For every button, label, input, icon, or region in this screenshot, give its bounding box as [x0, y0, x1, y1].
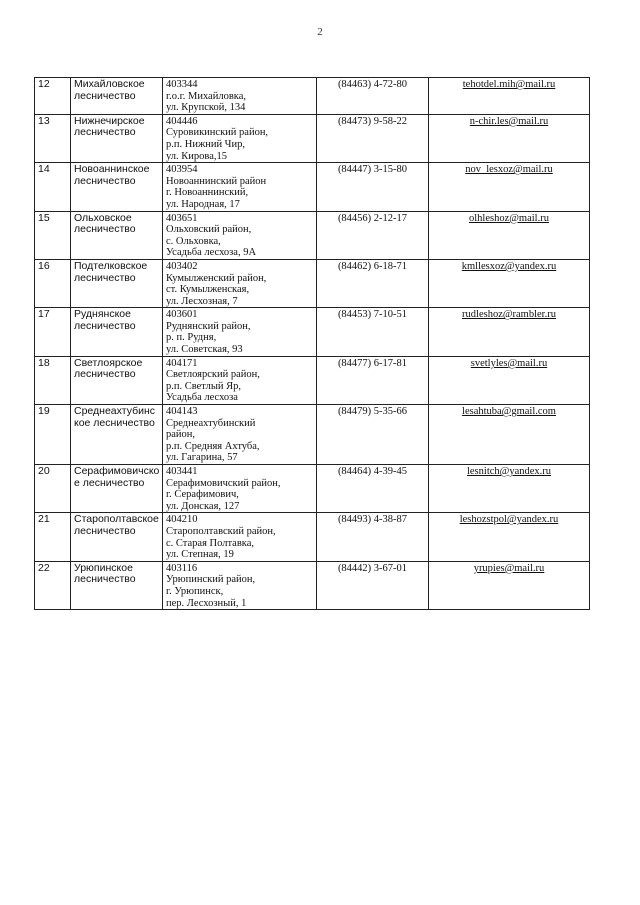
address-line: Усадьба лесхоза: [166, 392, 238, 404]
table-row: [35, 163, 590, 211]
address-line: Урюпинский район,: [166, 574, 256, 586]
table-row: [35, 356, 590, 404]
address-line: г.о.г. Михайловка,: [166, 90, 247, 102]
email-cell: [429, 405, 590, 465]
forestry-address: [163, 308, 317, 356]
email-cell: [429, 465, 590, 513]
address-line: р. п. Рудня,: [166, 332, 217, 344]
page-number: 2: [317, 26, 323, 38]
email-link[interactable]: tehotdel.mih@mail.ru: [462, 79, 556, 90]
address-line: ст. Кумылженская,: [166, 284, 250, 296]
row-number: 13: [35, 114, 71, 162]
row-number: 21: [35, 513, 71, 561]
address-line: ул. Кирова,15: [166, 150, 228, 162]
email-cell: [429, 211, 590, 259]
address-line: Светлоярский район,: [166, 369, 260, 381]
address-line: район,: [166, 429, 196, 441]
phone-number: (84453) 7-10-51: [317, 308, 429, 356]
phone-number: (84493) 4-38-87: [317, 513, 429, 561]
postal-code: 403601: [166, 309, 198, 321]
table-row: [35, 561, 590, 609]
row-number: 12: [35, 78, 71, 115]
address-line: ул. Степная, 19: [166, 549, 234, 561]
forestry-address: [163, 465, 317, 513]
forestry-name: Нижнечирское лесничество: [71, 114, 163, 162]
address-line: Новоаннинский район: [166, 175, 267, 187]
postal-code: 404446: [166, 115, 198, 127]
forestry-name: Новоаннинское лесничество: [71, 163, 163, 211]
forestry-name: Серафимовичско е лесничество: [71, 465, 163, 513]
forestry-name: Старополтавское лесничество: [71, 513, 163, 561]
postal-code: 403441: [166, 466, 198, 477]
forestry-address: [163, 114, 317, 162]
address-line: Старополтавский район,: [166, 525, 276, 537]
address-line: г. Урюпинск,: [166, 585, 224, 597]
forestry-address: [163, 356, 317, 404]
address-line: ул. Лесхозная, 7: [166, 295, 238, 307]
address-line: р.п. Средняя Ахтуба,: [166, 440, 260, 452]
forestry-address: [163, 78, 317, 115]
phone-number: (84477) 6-17-81: [317, 356, 429, 404]
email-cell: [429, 561, 590, 609]
row-number: 19: [35, 405, 71, 465]
phone-number: (84462) 6-18-71: [317, 259, 429, 307]
forestry-name: Среднеахтубинс кое лесничество: [71, 405, 163, 465]
table-row: [35, 78, 590, 115]
email-cell: [429, 114, 590, 162]
forestry-name: Руднянское лесничество: [71, 308, 163, 356]
address-line: ул. Советская, 93: [166, 344, 243, 356]
row-number: 22: [35, 561, 71, 609]
table-row: [35, 308, 590, 356]
table-row: [35, 211, 590, 259]
row-number: 14: [35, 163, 71, 211]
forestry-contacts-table: [34, 77, 590, 610]
address-line: Руднянский район,: [166, 320, 251, 332]
email-link[interactable]: yrupies@mail.ru: [473, 562, 545, 574]
email-cell: [429, 513, 590, 561]
forestry-name: Светлоярское лесничество: [71, 356, 163, 404]
postal-code: 403344: [166, 79, 198, 90]
address-line: ул. Народная, 17: [166, 198, 240, 210]
address-line: Серафимовичский район,: [166, 477, 281, 489]
address-line: р.п. Светлый Яр,: [166, 380, 242, 392]
table-row: [35, 465, 590, 513]
email-cell: [429, 78, 590, 115]
address-line: с. Ольховка,: [166, 235, 221, 247]
forestry-name: Подтелковское лесничество: [71, 259, 163, 307]
postal-code: 403116: [166, 562, 198, 574]
email-cell: [429, 356, 590, 404]
phone-number: (84447) 3-15-80: [317, 163, 429, 211]
forestry-address: [163, 405, 317, 465]
address-line: Среднеахтубинский: [166, 417, 256, 429]
address-line: ул. Крупской, 134: [166, 102, 246, 114]
postal-code: 404143: [166, 406, 198, 418]
email-link[interactable]: leshozstpol@yandex.ru: [459, 514, 559, 526]
forestry-address: [163, 561, 317, 609]
address-line: Усадьба лесхоза, 9А: [166, 247, 257, 259]
postal-code: 404171: [166, 357, 198, 369]
email-link[interactable]: nov_lesxoz@mail.ru: [465, 164, 553, 176]
forestry-address: [163, 259, 317, 307]
address-line: ул. Гагарина, 57: [166, 452, 238, 464]
forestry-address: [163, 513, 317, 561]
forestry-name: Ольховское лесничество: [71, 211, 163, 259]
phone-number: (84442) 3-67-01: [317, 561, 429, 609]
row-number: 20: [35, 465, 71, 513]
email-link[interactable]: kmllesxoz@yandex.ru: [461, 260, 557, 272]
forestry-name: Урюпинское лесничество: [71, 561, 163, 609]
email-link[interactable]: n-chir.les@mail.ru: [469, 115, 549, 127]
address-line: Ольховский район,: [166, 224, 252, 236]
forestry-address: [163, 211, 317, 259]
forestry-address: [163, 163, 317, 211]
email-cell: [429, 163, 590, 211]
email-link[interactable]: lesahtuba@gmail.com: [462, 406, 556, 418]
address-line: Кумылженский район,: [166, 272, 267, 284]
row-number: 18: [35, 356, 71, 404]
address-line: г. Новоаннинский,: [166, 187, 249, 199]
table-row: [35, 114, 590, 162]
address-line: р.п. Нижний Чир,: [166, 138, 246, 150]
email-link[interactable]: olhleshoz@mail.ru: [469, 212, 549, 224]
phone-number: (84463) 4-72-80: [317, 78, 429, 115]
postal-code: 404210: [166, 514, 198, 526]
email-cell: [429, 308, 590, 356]
table-body: [35, 78, 590, 610]
table-row: [35, 405, 590, 465]
email-link[interactable]: rudleshoz@rambler.ru: [462, 309, 556, 321]
email-link[interactable]: svetlyles@mail.ru: [470, 357, 548, 369]
phone-number: (84464) 4-39-45: [317, 465, 429, 513]
forestry-name: Михайловское лесничество: [71, 78, 163, 115]
postal-code: 403651: [166, 212, 198, 224]
phone-number: (84479) 5-35-66: [317, 405, 429, 465]
row-number: 15: [35, 211, 71, 259]
postal-code: 403402: [166, 260, 198, 272]
table-row: [35, 513, 590, 561]
address-line: г. Серафимович,: [166, 489, 239, 501]
postal-code: 403954: [166, 164, 198, 176]
row-number: 16: [35, 259, 71, 307]
phone-number: (84473) 9-58-22: [317, 114, 429, 162]
row-number: 17: [35, 308, 71, 356]
address-line: пер. Лесхозный, 1: [166, 597, 247, 609]
address-line: с. Старая Полтавка,: [166, 537, 255, 549]
email-link[interactable]: lesnitch@yandex.ru: [466, 466, 552, 477]
address-line: ул. Донская, 127: [166, 500, 240, 512]
phone-number: (84456) 2-12-17: [317, 211, 429, 259]
table-row: [35, 259, 590, 307]
address-line: Суровикинский район,: [166, 127, 269, 139]
email-cell: [429, 259, 590, 307]
